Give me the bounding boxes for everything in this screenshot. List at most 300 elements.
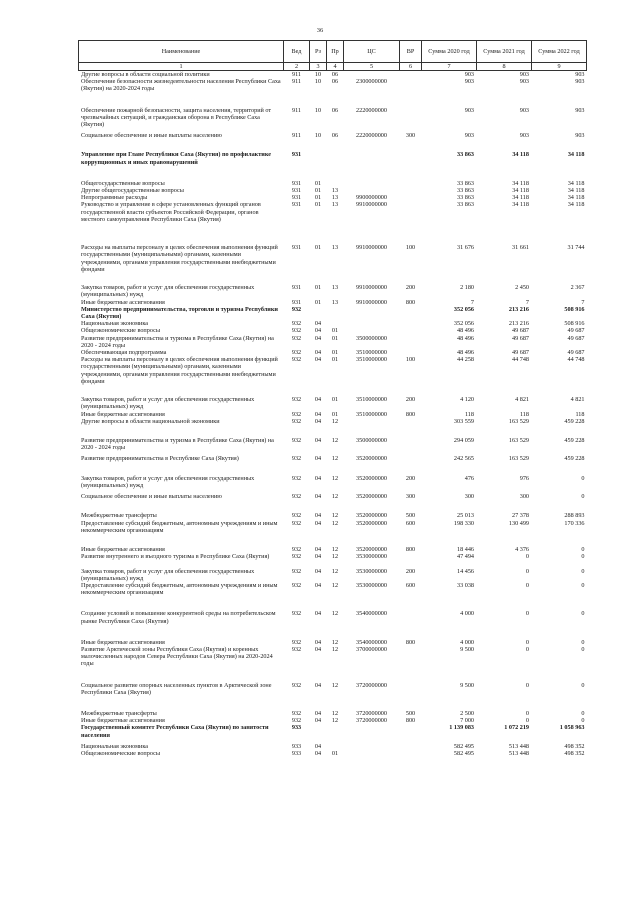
table-row [79, 451, 587, 462]
row-cs: 3540000000 [356, 638, 387, 646]
row-sum-2022: 1 058 963 [559, 724, 585, 732]
row-cs: 3530000000 [356, 567, 387, 575]
row-rz: 04 [314, 519, 322, 527]
row-ved: 911 [291, 106, 302, 114]
row-sum-2022: 49 687 [567, 334, 585, 342]
row-name: Социальное обеспечение и иные выплаты населению [81, 132, 222, 140]
header-sum-2020: Сумма 2020 год [422, 41, 477, 63]
row-sum-2022: 0 [581, 610, 585, 618]
row-name: Общеэкономические вопросы [81, 327, 160, 335]
row-cs [344, 320, 400, 327]
row-sum-2021: 213 216 [508, 320, 529, 328]
row-sum-2021: 2 450 [515, 284, 529, 292]
row-cs: 3540000000 [356, 610, 387, 618]
row-sum-2021: 49 687 [511, 334, 529, 342]
table-row [79, 78, 587, 92]
row-vr [400, 739, 422, 750]
row-sum-2020: 7 000 [460, 717, 474, 725]
table-row [79, 553, 587, 567]
row-sum-2021: 300 [519, 493, 529, 501]
row-vr [400, 306, 422, 320]
budget-table-container [78, 40, 586, 757]
row-rz: 04 [314, 437, 322, 445]
row-sum-2021: 34 118 [512, 201, 529, 209]
page-number: 36 [316, 27, 324, 34]
row-pr: 01 [331, 334, 339, 342]
row-ved: 911 [291, 78, 302, 86]
row-pr: 12 [331, 545, 339, 553]
row-sum-2021: 0 [525, 553, 529, 561]
row-rz: 04 [314, 681, 322, 689]
table-row [79, 306, 587, 320]
row-cs [344, 139, 400, 165]
row-cs [344, 750, 400, 757]
row-rz: 04 [314, 334, 322, 342]
row-cs: 3510000000 [356, 396, 387, 404]
row-pr: 12 [331, 455, 339, 463]
row-sum-2021: 163 529 [508, 417, 529, 425]
row-ved: 911 [291, 132, 302, 140]
row-sum-2022: 34 118 [567, 201, 585, 209]
row-vr: 800 [405, 638, 416, 646]
row-vr: 800 [405, 410, 416, 418]
row-rz: 01 [314, 187, 322, 195]
row-sum-2020: 352 056 [453, 320, 474, 328]
row-cs: 9900000000 [356, 194, 387, 202]
row-rz: 04 [314, 581, 322, 589]
row-ved: 932 [291, 334, 302, 342]
row-name: Закупка товаров, работ и услуг для обеспечения государственных (муниципальных) нужд [81, 396, 255, 411]
row-rz: 04 [314, 396, 322, 404]
row-cs: 2220000000 [356, 106, 387, 114]
row-cs: 9910000000 [356, 201, 387, 209]
row-vr [400, 335, 422, 349]
row-sum-2021: 4 376 [515, 545, 529, 553]
row-vr: 300 [405, 132, 416, 140]
row-cs: 3700000000 [356, 645, 387, 653]
row-ved: 932 [291, 437, 302, 445]
row-name: Социальное обеспечение и иные выплаты населению [81, 493, 222, 501]
row-sum-2021: 34 118 [512, 179, 529, 187]
row-vr: 800 [405, 545, 416, 553]
row-ved: 932 [291, 320, 302, 328]
row-sum-2021: 34 118 [512, 187, 529, 195]
row-cs: 3510000000 [356, 349, 387, 357]
row-name: Расходы на выплаты персоналу в целях обеспечения выполнения функций государственными (муниципальными) органами, казенными учреждениями, органами управления государственными внебюджетными фондами [81, 356, 278, 385]
table-row [79, 646, 587, 668]
row-vr: 200 [405, 284, 416, 292]
row-cs [344, 306, 400, 320]
row-vr: 500 [405, 709, 416, 717]
row-vr: 500 [405, 512, 416, 520]
table-row [79, 425, 587, 451]
row-sum-2020: 198 330 [453, 519, 474, 527]
row-pr: 12 [331, 581, 339, 589]
row-cs: 3520000000 [356, 474, 387, 482]
row-name: Национальная экономика [81, 320, 149, 328]
row-sum-2020: 903 [464, 78, 474, 86]
row-pr [327, 166, 344, 187]
row-sum-2020: 582 495 [453, 749, 474, 757]
row-vr: 200 [405, 396, 416, 404]
row-name: Другие вопросы в области социальной политики [81, 71, 210, 78]
row-cs: 3720000000 [356, 709, 387, 717]
row-ved: 932 [291, 305, 302, 313]
row-ved: 911 [291, 71, 302, 78]
row-sum-2020: 48 496 [456, 334, 474, 342]
row-name: Закупка товаров, работ и услуг для обеспечения государственных (муниципальных) нужд [81, 284, 255, 299]
row-sum-2022: 0 [581, 717, 585, 725]
row-pr: 01 [331, 356, 339, 364]
row-sum-2020: 7 [470, 298, 474, 306]
row-sum-2021: 903 [519, 132, 529, 140]
row-name: Иные бюджетные ассигнования [81, 717, 165, 725]
row-vr: 800 [405, 717, 416, 725]
column-number: 4 [327, 63, 344, 71]
row-pr: 01 [331, 396, 339, 404]
row-sum-2021: 7 [525, 298, 529, 306]
row-cs [344, 739, 400, 750]
row-name: Предоставление субсидий бюджетным, автономным учреждениям и иным некоммерческим организациям [81, 519, 278, 534]
row-ved: 931 [291, 201, 302, 209]
table-row [79, 335, 587, 349]
row-name: Общегосударственные вопросы [81, 179, 165, 187]
row-cs: 3510000000 [356, 410, 387, 418]
row-name: Закупка товаров, работ и услуг для обеспечения государственных (муниципальных) нужд [81, 567, 255, 582]
row-sum-2022: 0 [581, 709, 585, 717]
row-ved: 931 [291, 151, 302, 159]
row-sum-2021: 44 748 [511, 356, 529, 364]
row-sum-2021: 163 529 [508, 437, 529, 445]
row-sum-2022: 44 748 [567, 356, 585, 364]
row-ved: 932 [291, 493, 302, 501]
row-sum-2020: 33 863 [456, 151, 474, 159]
row-pr: 12 [331, 519, 339, 527]
table-row [79, 411, 587, 418]
row-cs: 9910000000 [356, 244, 387, 252]
row-sum-2020: 33 863 [456, 179, 474, 187]
column-number: 2 [284, 63, 310, 71]
row-vr [400, 320, 422, 327]
row-cs: 3520000000 [356, 545, 387, 553]
row-ved: 932 [291, 519, 302, 527]
row-name: Социальное развитие опорных населенных пунктов в Арктической зоне Республики Саха (Якутия) [81, 681, 272, 696]
row-cs: 3520000000 [356, 493, 387, 501]
table-row [79, 568, 587, 582]
row-sum-2021: 0 [525, 717, 529, 725]
row-sum-2022: 0 [581, 474, 585, 482]
row-ved: 933 [291, 749, 302, 757]
row-rz: 04 [314, 553, 322, 561]
row-ved: 932 [291, 356, 302, 364]
row-sum-2022: 903 [575, 71, 585, 78]
table-row [79, 166, 587, 187]
row-vr [400, 166, 422, 187]
row-name: Развитие предпринимательства и туризма в Республике Саха (Якутия) на 2020 - 2024 годы [81, 437, 274, 452]
table-row [79, 418, 587, 425]
table-header [79, 41, 587, 71]
row-sum-2022: 2 367 [570, 284, 585, 292]
row-rz: 04 [314, 567, 322, 575]
row-cs: 3500000000 [356, 334, 387, 342]
row-ved: 932 [291, 638, 302, 646]
row-name: Министерство предпринимательства, торговли и туризма Республики Саха (Якутия) [81, 305, 278, 321]
row-cs: 3520000000 [356, 519, 387, 527]
row-sum-2022: 903 [575, 106, 585, 114]
row-sum-2021: 0 [525, 645, 529, 653]
row-name: Национальная экономика [81, 742, 149, 750]
row-vr [400, 646, 422, 668]
row-cs: 3520000000 [356, 512, 387, 520]
row-sum-2020: 2 180 [460, 284, 474, 292]
row-rz: 04 [314, 356, 322, 364]
row-rz [310, 306, 327, 320]
row-cs [344, 166, 400, 187]
table-row [79, 327, 587, 334]
row-pr: 01 [331, 349, 339, 357]
row-sum-2020: 242 565 [453, 455, 474, 463]
row-ved: 932 [291, 681, 302, 689]
row-pr: 12 [331, 512, 339, 520]
row-sum-2021: 130 499 [508, 519, 529, 527]
row-name: Обеспечение пожарной безопасности, защита населения, территорий от чрезвычайных ситуаций, и гражданская оборона в Республике Саха (Якутия) [81, 106, 272, 129]
row-sum-2022: 49 687 [567, 327, 585, 335]
row-sum-2022: 4 821 [570, 396, 585, 404]
row-sum-2022: 34 118 [567, 187, 585, 195]
row-pr: 13 [331, 201, 339, 209]
table-row [79, 489, 587, 500]
row-vr: 300 [405, 493, 416, 501]
row-cs [344, 327, 400, 334]
row-rz: 04 [314, 417, 322, 425]
row-vr [400, 724, 422, 738]
row-pr: 06 [331, 71, 339, 78]
row-ved: 932 [291, 327, 302, 335]
row-ved: 932 [291, 645, 302, 653]
row-sum-2021: 49 687 [511, 327, 529, 335]
row-pr: 12 [331, 709, 339, 717]
row-vr: 600 [405, 581, 416, 589]
row-ved: 933 [291, 724, 302, 732]
header-rz: Рз [310, 41, 327, 63]
row-pr [327, 739, 344, 750]
row-ved: 932 [291, 717, 302, 725]
row-name: Иные бюджетные ассигнования [81, 545, 165, 553]
row-sum-2021: 118 [519, 410, 529, 418]
column-number: 3 [310, 63, 327, 71]
row-pr: 12 [331, 638, 339, 646]
row-sum-2020: 47 494 [456, 553, 474, 561]
row-sum-2021: 903 [519, 78, 529, 86]
row-vr [400, 553, 422, 567]
row-name: Межбюджетные трансферты [81, 512, 157, 520]
row-cs: 3500000000 [356, 437, 387, 445]
row-ved: 931 [291, 244, 302, 252]
row-pr: 12 [331, 437, 339, 445]
table-row [79, 596, 587, 624]
row-sum-2021: 27 378 [511, 512, 529, 520]
row-pr: 12 [331, 417, 339, 425]
row-rz: 04 [314, 749, 322, 757]
row-sum-2020: 48 496 [456, 349, 474, 357]
row-vr: 200 [405, 567, 416, 575]
row-name: Создание условий и повышение конкурентной среды на потребительском рынке Республики Саха (Якутия) [81, 610, 276, 625]
row-ved: 931 [291, 187, 302, 195]
table-row [79, 739, 587, 750]
row-rz: 04 [314, 455, 322, 463]
row-sum-2021: 903 [519, 106, 529, 114]
row-sum-2020: 4 000 [460, 610, 474, 618]
row-ved: 932 [291, 567, 302, 575]
row-ved: 933 [291, 742, 302, 750]
row-rz: 01 [314, 284, 322, 292]
row-name: Обеспечение безопасности жизнедеятельности населения Республики Саха (Якутия) на 2020-2024 годы [81, 78, 281, 93]
column-number: 5 [344, 63, 400, 71]
row-sum-2022: 498 352 [564, 749, 585, 757]
row-sum-2021: 903 [519, 71, 529, 78]
row-ved: 932 [291, 709, 302, 717]
row-name: Обеспечивающая подпрограмма [81, 349, 167, 357]
row-cs: 9910000000 [356, 298, 387, 306]
row-sum-2022: 903 [575, 78, 585, 86]
row-name: Иные бюджетные ассигнования [81, 410, 165, 418]
row-sum-2022: 508 916 [564, 320, 585, 328]
row-ved: 932 [291, 417, 302, 425]
row-name: Непрограммные расходы [81, 194, 148, 202]
row-name: Другие общегосударственные вопросы [81, 187, 184, 195]
row-sum-2022: 34 118 [567, 151, 585, 159]
row-ved: 932 [291, 545, 302, 553]
row-name: Общеэкономические вопросы [81, 749, 160, 757]
row-ved: 932 [291, 512, 302, 520]
row-ved: 931 [291, 194, 302, 202]
row-vr [400, 668, 422, 696]
row-sum-2020: 4 120 [460, 396, 474, 404]
row-sum-2022: 170 336 [564, 519, 585, 527]
row-ved: 932 [291, 349, 302, 357]
row-name: Развитие внутреннего и въездного туризма в Республике Саха (Якутия) [81, 553, 270, 561]
row-sum-2022: 459 228 [564, 455, 585, 463]
row-sum-2021: 0 [525, 610, 529, 618]
row-rz: 04 [314, 327, 322, 335]
row-sum-2022: 0 [581, 567, 585, 575]
row-cs: 2300000000 [356, 78, 387, 86]
row-vr [400, 451, 422, 462]
row-pr: 12 [331, 610, 339, 618]
row-sum-2020: 582 495 [453, 742, 474, 750]
row-sum-2020: 1 139 083 [449, 724, 474, 732]
row-cs: 3530000000 [356, 553, 387, 561]
row-rz: 04 [314, 610, 322, 618]
row-rz: 04 [314, 474, 322, 482]
row-vr: 200 [405, 474, 416, 482]
row-name: Развитие предпринимательства в Республике Саха (Якутия) [81, 455, 239, 463]
row-sum-2021: 31 661 [511, 244, 529, 252]
row-cs: 3510000000 [356, 356, 387, 364]
header-ved: Вед [284, 41, 310, 63]
row-sum-2020: 352 056 [453, 305, 474, 313]
table-row [79, 201, 587, 230]
row-rz: 10 [314, 71, 322, 78]
table-row [79, 194, 587, 201]
row-name: Предоставление субсидий бюджетным, автономным учреждениям и иным некоммерческим организациям [81, 581, 278, 597]
row-vr [400, 71, 422, 79]
row-pr: 12 [331, 474, 339, 482]
row-rz: 04 [314, 320, 322, 328]
row-rz: 04 [314, 410, 322, 418]
table-row [79, 520, 587, 534]
row-vr: 800 [405, 298, 416, 306]
row-sum-2022: 288 893 [564, 512, 585, 520]
row-sum-2022: 0 [581, 645, 585, 653]
row-sum-2020: 18 446 [456, 545, 474, 553]
row-pr: 12 [331, 493, 339, 501]
row-vr [400, 750, 422, 757]
row-sum-2022: 0 [581, 493, 585, 501]
row-rz: 04 [314, 349, 322, 357]
table-row [79, 280, 587, 298]
row-pr [327, 724, 344, 738]
row-pr: 13 [331, 284, 339, 292]
row-sum-2021: 0 [525, 709, 529, 717]
row-pr: 13 [331, 194, 339, 202]
row-sum-2021: 1 072 219 [504, 724, 529, 732]
row-ved: 932 [291, 410, 302, 418]
header-sum-2021: Сумма 2021 год [477, 41, 532, 63]
row-name: Иные бюджетные ассигнования [81, 638, 165, 646]
row-sum-2020: 33 863 [456, 201, 474, 209]
row-sum-2020: 476 [464, 474, 474, 482]
row-pr: 06 [331, 132, 339, 140]
table-row [79, 534, 587, 553]
row-name: Закупка товаров, работ и услуг для обеспечения государственных (муниципальных) нужд [81, 474, 255, 489]
header-vr: ВР [400, 41, 422, 63]
row-cs: 9910000000 [356, 284, 387, 292]
row-name: Управление при Главе Республики Саха (Якутия) по профилактике коррупционных и иных правонарушений [81, 151, 272, 166]
row-sum-2020: 48 496 [456, 327, 474, 335]
column-number: 6 [400, 63, 422, 71]
row-vr [400, 201, 422, 230]
table-row [79, 299, 587, 306]
row-ved: 932 [291, 455, 302, 463]
row-name: Межбюджетные трансферты [81, 709, 157, 717]
row-sum-2022: 459 228 [564, 437, 585, 445]
row-vr [400, 187, 422, 194]
row-sum-2021: 0 [525, 681, 529, 689]
row-vr [400, 596, 422, 624]
row-sum-2020: 2 500 [460, 709, 474, 717]
header-pr: Пр [327, 41, 344, 63]
row-ved: 932 [291, 581, 302, 589]
row-cs: 3520000000 [356, 455, 387, 463]
row-pr: 12 [331, 645, 339, 653]
table-body [79, 71, 587, 758]
row-sum-2021: 4 821 [515, 396, 529, 404]
row-sum-2021: 213 216 [508, 305, 529, 313]
row-name: Государственный комитет Республики Саха (Якутия) по занятости населения [81, 724, 269, 739]
header-cs: ЦС [344, 41, 400, 63]
row-sum-2020: 9 500 [460, 681, 474, 689]
row-vr [400, 349, 422, 356]
row-sum-2022: 0 [581, 545, 585, 553]
row-pr: 01 [331, 410, 339, 418]
row-sum-2021: 34 118 [512, 151, 529, 159]
row-pr: 06 [331, 106, 339, 114]
row-sum-2020: 303 559 [453, 417, 474, 425]
row-sum-2021: 0 [525, 638, 529, 646]
row-sum-2022: 49 687 [567, 349, 585, 357]
row-sum-2020: 903 [464, 106, 474, 114]
